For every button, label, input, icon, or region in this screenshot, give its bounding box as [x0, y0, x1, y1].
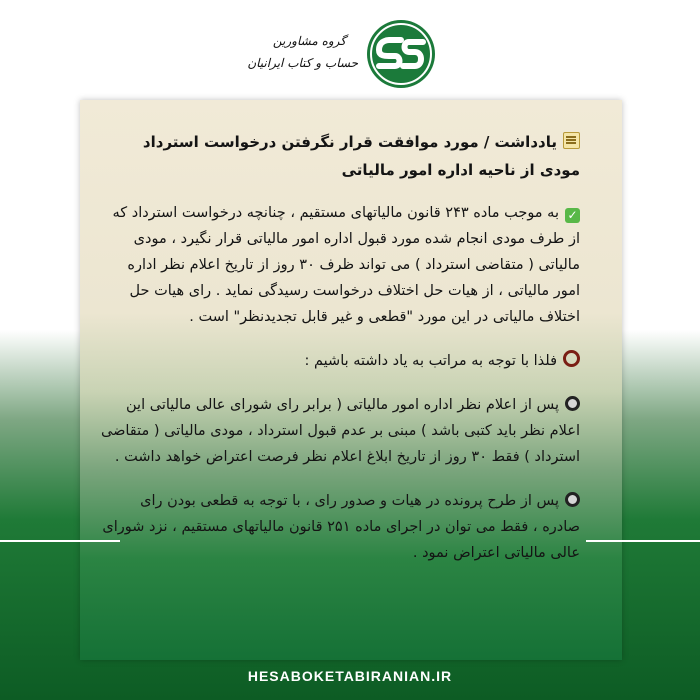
website-url[interactable]: HESABOKETABIRANIAN.IR [247, 668, 453, 684]
memo-icon [563, 132, 580, 149]
note-title [100, 128, 580, 184]
paragraph-3 [100, 392, 580, 470]
paragraph-1 [100, 200, 580, 330]
paragraph-3-text: پس از اعلام نظر اداره امور مالیاتی ( برابر رای شورای عالی مالیاتی این اعلام نظر باید کتبی باشد ) مبنی بر عدم قبول استرداد ، مودی مالیاتی ( متقاضی استرداد ) فقط ۳۰ روز از تاریخ ابلاغ اعلام نظر فرصت اعتراض خواهد داشت . [100, 397, 580, 465]
brand-line-2: حساب و کتاب ایرانیان [247, 56, 358, 70]
note-content [100, 128, 580, 566]
paragraph-2 [100, 348, 580, 374]
note-title-text: یادداشت / مورد موافقت قرار نگرفتن درخواست استرداد مودی از ناحیه اداره امور مالیاتی [142, 133, 580, 179]
check-mark-icon: ✓ [565, 208, 580, 223]
brand-line-1: گروه مشاورین [272, 34, 346, 48]
header [0, 0, 700, 95]
divider-right [586, 540, 700, 542]
paragraph-1-text: به موجب ماده ۲۴۳ قانون مالیاتهای مستقیم ، چنانچه درخواست استرداد که از طرف مودی انجام شده مورد قبول اداره امور مالیاتی قرار نگیرد ، مودی مالیاتی ( متقاضی استرداد ) می تواند ظرف ۳۰ روز از تاریخ اعلام نظر اداره امور مالیاتی ، از هیات حل اختلاف درخواست رسیدگی نماید . رای هیات حل اختلاف مالیاتی در این مورد "قطعی و غیر قابل تجدیدنظر" است . [112, 205, 580, 325]
brand-name [228, 30, 358, 74]
radio-bullet-icon [565, 492, 580, 507]
red-circle-icon [563, 350, 580, 367]
paragraph-4 [100, 488, 580, 566]
paragraph-2-text: فلذا با توجه به مراتب به یاد داشته باشیم : [304, 353, 557, 369]
paragraph-4-text: پس از طرح پرونده در هیات و صدور رای ، با توجه به قطعی بودن رای صادره ، فقط می توان در اجرای ماده ۲۵۱ قانون مالیاتهای مستقیم ، نزد شورای عالی مالیاتی اعتراض نمود . [102, 493, 580, 561]
brand-logo-icon [367, 20, 435, 88]
radio-bullet-icon [565, 396, 580, 411]
